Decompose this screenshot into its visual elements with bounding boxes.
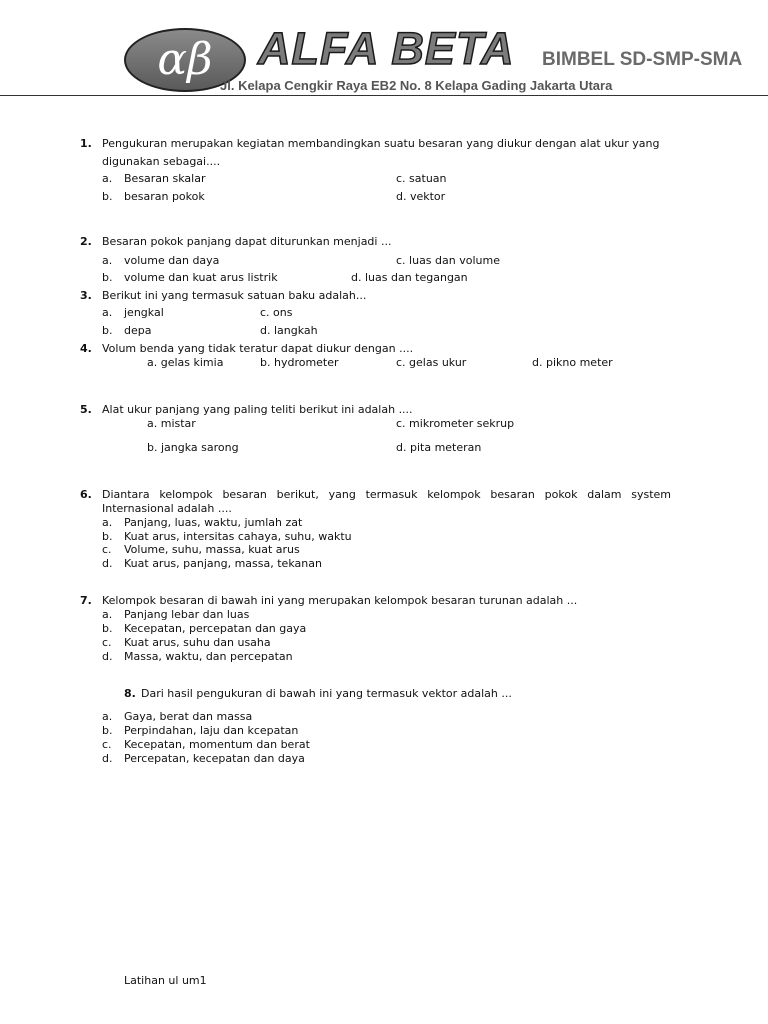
letterhead [0, 0, 768, 100]
option-text: Kecepatan, percepatan dan gaya [124, 622, 307, 635]
address: Jl. Kelapa Cengkir Raya EB2 No. 8 Kelapa Gading Jakarta Utara [220, 78, 613, 93]
option-text: Kuat arus, panjang, massa, tekanan [124, 557, 322, 570]
question-text: Kelompok besaran di bawah ini yang merupakan kelompok besaran turunan adalah ... [102, 594, 578, 607]
question-text: Volum benda yang tidak teratur dapat diukur dengan .... [102, 342, 414, 355]
option-text: Perpindahan, laju dan kcepatan [124, 724, 299, 737]
question-text: Diantara kelompok besaran berikut, yang termasuk kelompok besaran pokok dalam system [102, 488, 671, 501]
footer-label: Latihan ul um1 [124, 974, 207, 987]
header-divider [0, 95, 768, 96]
option-text: a. gelas kimia [147, 356, 224, 369]
option-letter: d. [102, 752, 113, 765]
option-text: c. luas dan volume [396, 254, 500, 267]
question-number: 8. [124, 687, 136, 700]
brand-name: ALFA BETA [258, 23, 515, 74]
tagline: BIMBEL SD-SMP-SMA [542, 49, 743, 70]
question-text: Besaran pokok panjang dapat diturunkan menjadi ... [102, 235, 392, 248]
option-text: Kuat arus, suhu dan usaha [124, 636, 271, 649]
option-text: d. vektor [396, 190, 446, 203]
question-text: Dari hasil pengukuran di bawah ini yang termasuk vektor adalah ... [141, 687, 512, 700]
option-letter: a. [102, 516, 113, 529]
option-text: depa [124, 324, 152, 337]
option-text: Massa, waktu, dan percepatan [124, 650, 293, 663]
option-letter: b. [102, 530, 113, 543]
question-number: 6. [80, 488, 92, 501]
question-text: Internasional adalah .... [102, 502, 232, 515]
option-letter: b. [102, 271, 113, 284]
option-text: c. satuan [396, 172, 447, 185]
question-number: 5. [80, 403, 92, 416]
option-text: d. pita meteran [396, 441, 482, 454]
option-text: d. luas dan tegangan [351, 271, 468, 284]
option-text: Kecepatan, momentum dan berat [124, 738, 310, 751]
question-number: 1. [80, 137, 92, 150]
option-letter: c. [102, 738, 112, 751]
logo-mark: αβ [124, 28, 246, 92]
option-letter: a. [102, 254, 113, 267]
option-letter: b. [102, 724, 113, 737]
question-text: digunakan sebagai.... [102, 155, 221, 168]
option-letter: a. [102, 306, 113, 319]
option-text: c. ons [260, 306, 293, 319]
option-letter: d. [102, 557, 113, 570]
option-text: c. mikrometer sekrup [396, 417, 515, 430]
option-text: Percepatan, kecepatan dan daya [124, 752, 305, 765]
option-text: b. hydrometer [260, 356, 339, 369]
option-text: b. jangka sarong [147, 441, 239, 454]
option-letter: c. [102, 543, 112, 556]
option-letter: b. [102, 324, 113, 337]
option-letter: d. [102, 650, 113, 663]
option-text: volume dan daya [124, 254, 220, 267]
option-text: d. pikno meter [532, 356, 613, 369]
option-letter: c. [102, 636, 112, 649]
option-text: Panjang, luas, waktu, jumlah zat [124, 516, 303, 529]
option-letter: b. [102, 622, 113, 635]
option-text: Panjang lebar dan luas [124, 608, 250, 621]
question-number: 2. [80, 235, 92, 248]
question-number: 7. [80, 594, 92, 607]
option-text: volume dan kuat arus listrik [124, 271, 278, 284]
option-letter: a. [102, 172, 113, 185]
option-text: Volume, suhu, massa, kuat arus [124, 543, 300, 556]
question-text: Alat ukur panjang yang paling teliti berikut ini adalah .... [102, 403, 413, 416]
option-text: Besaran skalar [124, 172, 206, 185]
question-number: 3. [80, 289, 92, 302]
option-letter: a. [102, 710, 113, 723]
option-text: a. mistar [147, 417, 196, 430]
option-text: Kuat arus, intersitas cahaya, suhu, waktu [124, 530, 352, 543]
option-text: jengkal [124, 306, 164, 319]
option-letter: a. [102, 608, 113, 621]
option-text: c. gelas ukur [396, 356, 467, 369]
option-text: Gaya, berat dan massa [124, 710, 253, 723]
option-text: d. langkah [260, 324, 318, 337]
question-text: Pengukuran merupakan kegiatan membandingkan suatu besaran yang diukur dengan alat ukur yang [102, 137, 660, 150]
option-letter: b. [102, 190, 113, 203]
question-number: 4. [80, 342, 92, 355]
question-text: Berikut ini yang termasuk satuan baku adalah... [102, 289, 367, 302]
option-text: besaran pokok [124, 190, 205, 203]
